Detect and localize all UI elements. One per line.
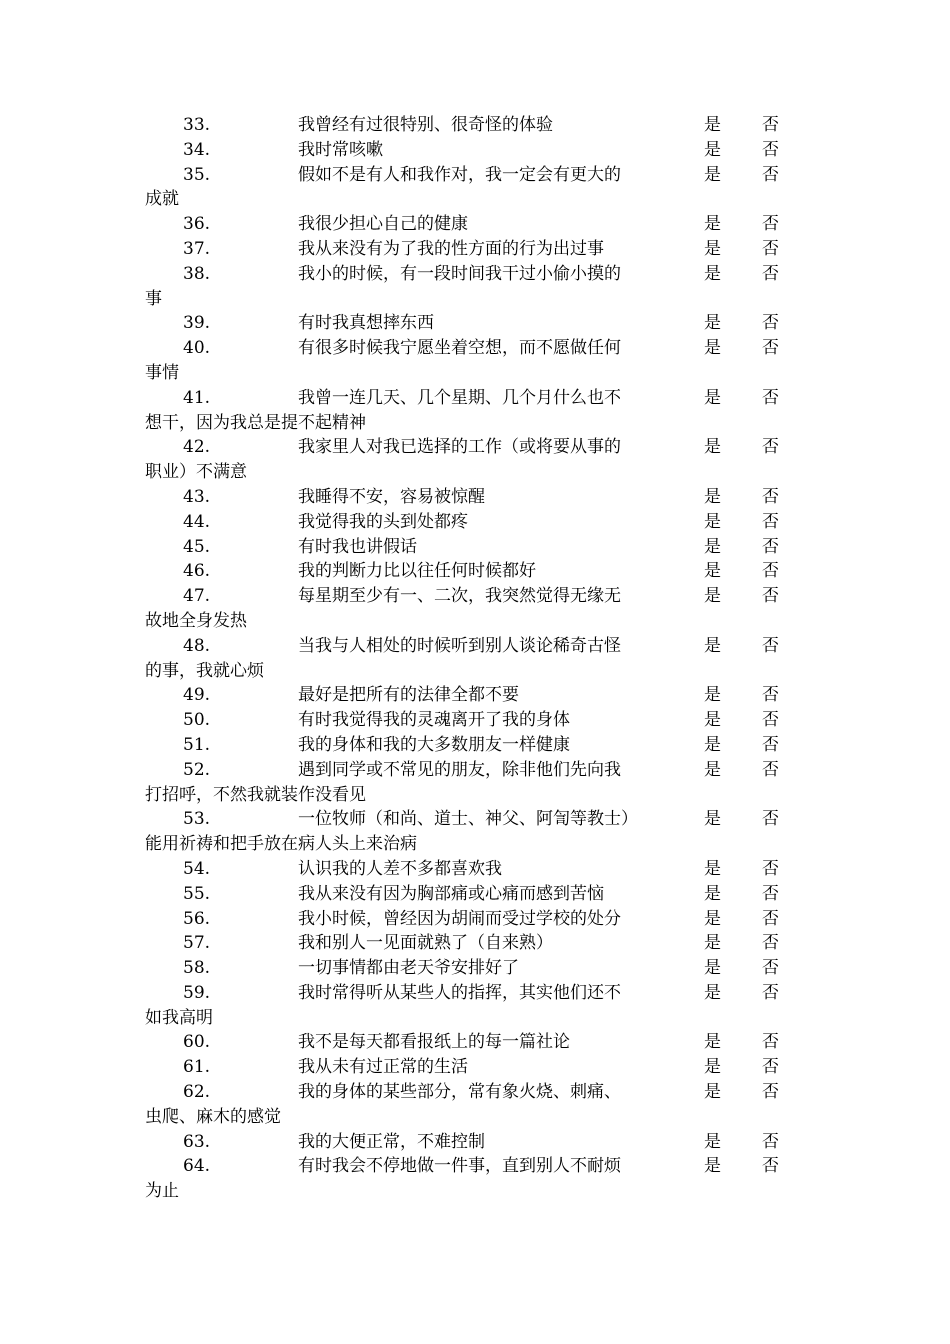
question-text: 一位牧师（和尚、道士、神父、阿訇等教士）	[298, 809, 638, 830]
question-line	[0, 485, 950, 510]
answer-yes-option[interactable]: 是	[704, 1082, 721, 1103]
question-number: 60.	[183, 1032, 211, 1053]
question-text: 我的判断力比以往任何时候都好	[298, 561, 536, 582]
answer-yes-option[interactable]: 是	[704, 958, 721, 979]
question-number: 36.	[183, 214, 211, 235]
answer-no-option[interactable]: 否	[762, 1082, 779, 1103]
answer-no-option[interactable]: 否	[762, 586, 779, 607]
question-item	[0, 1154, 950, 1204]
question-number: 45.	[183, 536, 211, 557]
answer-no-option[interactable]: 否	[762, 139, 779, 160]
question-line	[0, 113, 950, 138]
question-number: 40.	[183, 338, 211, 359]
answer-no-option[interactable]: 否	[762, 263, 779, 284]
question-text: 每星期至少有一、二次，我突然觉得无缘无	[298, 586, 621, 607]
question-text-continuation: 故地全身发热	[145, 610, 247, 631]
question-number: 33.	[183, 115, 211, 135]
answer-yes-option[interactable]: 是	[704, 115, 721, 135]
question-text: 我睡得不安，容易被惊醒	[298, 486, 485, 507]
question-text: 我的大便正常，不难控制	[298, 1131, 485, 1152]
question-item	[0, 733, 950, 758]
answer-yes-option[interactable]: 是	[704, 1032, 721, 1053]
answer-no-option[interactable]: 否	[762, 115, 779, 135]
question-text: 我家里人对我已选择的工作（或将要从事的	[298, 437, 621, 458]
answer-no-option[interactable]: 否	[762, 883, 779, 904]
question-line	[0, 559, 950, 584]
question-item	[0, 981, 950, 1031]
question-item	[0, 559, 950, 584]
answer-no-option[interactable]: 否	[762, 338, 779, 359]
question-line	[0, 535, 950, 560]
question-text: 我从来没有为了我的性方面的行为出过事	[298, 238, 604, 259]
question-item	[0, 386, 950, 436]
answer-yes-option[interactable]: 是	[704, 263, 721, 284]
question-item	[0, 907, 950, 932]
answer-yes-option[interactable]: 是	[704, 511, 721, 532]
answer-yes-option[interactable]: 是	[704, 635, 721, 656]
answer-no-option[interactable]: 否	[762, 982, 779, 1003]
question-item	[0, 683, 950, 708]
question-text: 我和别人一见面就熟了（自来熟）	[298, 933, 553, 954]
question-number: 41.	[183, 387, 211, 408]
answer-yes-option[interactable]: 是	[704, 734, 721, 755]
answer-yes-option[interactable]: 是	[704, 536, 721, 557]
question-number: 55.	[183, 883, 211, 904]
question-line	[0, 758, 950, 783]
question-text: 我小的时候，有一段时间我干过小偷小摸的	[298, 263, 621, 284]
question-item	[0, 882, 950, 907]
answer-no-option[interactable]: 否	[762, 933, 779, 954]
question-continuation-line	[0, 1006, 950, 1031]
question-number: 43.	[183, 486, 211, 507]
answer-yes-option[interactable]: 是	[704, 982, 721, 1003]
question-number: 64.	[183, 1156, 211, 1177]
answer-no-option[interactable]: 否	[762, 511, 779, 532]
question-text: 我曾一连几天、几个星期、几个月什么也不	[298, 387, 621, 408]
question-number: 35.	[183, 164, 211, 185]
question-line	[0, 237, 950, 262]
question-number: 56.	[183, 908, 211, 929]
question-text: 我很少担心自己的健康	[298, 214, 468, 235]
question-number: 49.	[183, 685, 211, 706]
question-line	[0, 336, 950, 361]
question-line	[0, 311, 950, 336]
question-line	[0, 435, 950, 460]
question-item	[0, 708, 950, 733]
answer-no-option[interactable]: 否	[762, 908, 779, 929]
question-text: 有时我也讲假话	[298, 536, 417, 557]
answer-yes-option[interactable]: 是	[704, 685, 721, 706]
answer-no-option[interactable]: 否	[762, 536, 779, 557]
answer-no-option[interactable]: 否	[762, 164, 779, 185]
answer-yes-option[interactable]: 是	[704, 1131, 721, 1152]
answer-yes-option[interactable]: 是	[704, 1156, 721, 1177]
answer-no-option[interactable]: 否	[762, 858, 779, 879]
answer-no-option[interactable]: 否	[762, 1057, 779, 1078]
question-text-continuation: 为止	[145, 1181, 179, 1202]
question-text: 当我与人相处的时候听到别人谈论稀奇古怪	[298, 635, 621, 656]
question-text: 我不是每天都看报纸上的每一篇社论	[298, 1032, 570, 1053]
answer-yes-option[interactable]: 是	[704, 710, 721, 731]
question-text: 我从来没有因为胸部痛或心痛而感到苦恼	[298, 883, 604, 904]
question-text: 我的身体的某些部分，常有象火烧、刺痛、	[298, 1082, 621, 1103]
answer-no-option[interactable]: 否	[762, 759, 779, 780]
answer-yes-option[interactable]: 是	[704, 313, 721, 334]
question-text: 有时我真想摔东西	[298, 313, 434, 334]
question-item	[0, 857, 950, 882]
question-number: 38.	[183, 263, 211, 284]
question-number: 57.	[183, 933, 211, 954]
answer-yes-option[interactable]: 是	[704, 486, 721, 507]
answer-yes-option[interactable]: 是	[704, 214, 721, 235]
question-item	[0, 336, 950, 386]
question-text: 遇到同学或不常见的朋友，除非他们先向我	[298, 759, 621, 780]
answer-yes-option[interactable]: 是	[704, 139, 721, 160]
question-line	[0, 733, 950, 758]
question-continuation-line	[0, 361, 950, 386]
question-item	[0, 956, 950, 981]
question-number: 52.	[183, 759, 211, 780]
question-text: 有很多时候我宁愿坐着空想，而不愿做任何	[298, 338, 621, 359]
answer-no-option[interactable]: 否	[762, 635, 779, 656]
question-continuation-line	[0, 832, 950, 857]
question-line	[0, 1130, 950, 1155]
answer-yes-option[interactable]: 是	[704, 387, 721, 408]
question-text-continuation: 成就	[145, 189, 179, 210]
answer-no-option[interactable]: 否	[762, 1131, 779, 1152]
question-continuation-line	[0, 460, 950, 485]
question-line	[0, 262, 950, 287]
answer-no-option[interactable]: 否	[762, 958, 779, 979]
question-item	[0, 1055, 950, 1080]
question-text: 我的身体和我的大多数朋友一样健康	[298, 734, 570, 755]
answer-no-option[interactable]: 否	[762, 313, 779, 334]
question-number: 54.	[183, 858, 211, 879]
answer-no-option[interactable]: 否	[762, 437, 779, 458]
question-text: 一切事情都由老天爷安排好了	[298, 958, 519, 979]
question-line	[0, 931, 950, 956]
question-continuation-line	[0, 783, 950, 808]
question-text: 我觉得我的头到处都疼	[298, 511, 468, 532]
question-line	[0, 708, 950, 733]
answer-yes-option[interactable]: 是	[704, 883, 721, 904]
question-number: 63.	[183, 1131, 211, 1152]
question-item	[0, 435, 950, 485]
answer-yes-option[interactable]: 是	[704, 809, 721, 830]
question-continuation-line	[0, 1105, 950, 1130]
question-item	[0, 311, 950, 336]
question-line	[0, 510, 950, 535]
question-line	[0, 981, 950, 1006]
answer-yes-option[interactable]: 是	[704, 759, 721, 780]
question-number: 51.	[183, 734, 211, 755]
question-number: 50.	[183, 710, 211, 731]
question-line	[0, 1154, 950, 1179]
answer-no-option[interactable]: 否	[762, 486, 779, 507]
question-text-continuation: 打招呼，不然我就装作没看见	[145, 784, 366, 805]
question-line	[0, 1055, 950, 1080]
question-text: 认识我的人差不多都喜欢我	[298, 858, 502, 879]
question-item	[0, 212, 950, 237]
answer-yes-option[interactable]: 是	[704, 561, 721, 582]
question-text-continuation: 能用祈祷和把手放在病人头上来治病	[145, 834, 417, 855]
question-continuation-line	[0, 659, 950, 684]
question-number: 48.	[183, 635, 211, 656]
question-number: 59.	[183, 982, 211, 1003]
question-line	[0, 386, 950, 411]
question-text-continuation: 的事，我就心烦	[145, 660, 264, 681]
answer-no-option[interactable]: 否	[762, 387, 779, 408]
question-item	[0, 163, 950, 213]
answer-yes-option[interactable]: 是	[704, 908, 721, 929]
answer-no-option[interactable]: 否	[762, 1032, 779, 1053]
question-line	[0, 882, 950, 907]
question-text: 我时常得听从某些人的指挥，其实他们还不	[298, 982, 621, 1003]
question-item	[0, 758, 950, 808]
question-number: 44.	[183, 511, 211, 532]
question-text: 我从未有过正常的生活	[298, 1057, 468, 1078]
answer-yes-option[interactable]: 是	[704, 1057, 721, 1078]
question-continuation-line	[0, 411, 950, 436]
answer-no-option[interactable]: 否	[762, 710, 779, 731]
question-line	[0, 634, 950, 659]
question-text-continuation: 想干，因为我总是提不起精神	[145, 412, 366, 433]
answer-no-option[interactable]: 否	[762, 238, 779, 259]
question-number: 42.	[183, 437, 211, 458]
question-item	[0, 262, 950, 312]
question-line	[0, 584, 950, 609]
answer-yes-option[interactable]: 是	[704, 858, 721, 879]
answer-yes-option[interactable]: 是	[704, 586, 721, 607]
question-text: 最好是把所有的法律全都不要	[298, 685, 519, 706]
question-text-continuation: 虫爬、麻木的感觉	[145, 1106, 281, 1127]
question-text: 有时我觉得我的灵魂离开了我的身体	[298, 710, 570, 731]
question-line	[0, 907, 950, 932]
question-item	[0, 535, 950, 560]
question-item	[0, 931, 950, 956]
question-item	[0, 237, 950, 262]
answer-yes-option[interactable]: 是	[704, 338, 721, 359]
answer-no-option[interactable]: 否	[762, 561, 779, 582]
answer-yes-option[interactable]: 是	[704, 164, 721, 185]
question-number: 46.	[183, 561, 211, 582]
answer-no-option[interactable]: 否	[762, 809, 779, 830]
question-line	[0, 212, 950, 237]
question-number: 34.	[183, 139, 211, 160]
question-item	[0, 1030, 950, 1055]
question-text-continuation: 事情	[145, 362, 179, 383]
question-number: 58.	[183, 958, 211, 979]
question-text-continuation: 事	[145, 288, 162, 309]
question-continuation-line	[0, 609, 950, 634]
question-number: 37.	[183, 238, 211, 259]
answer-no-option[interactable]: 否	[762, 685, 779, 706]
question-item	[0, 485, 950, 510]
question-line	[0, 1080, 950, 1105]
question-item	[0, 1130, 950, 1155]
answer-yes-option[interactable]: 是	[704, 437, 721, 458]
question-continuation-line	[0, 287, 950, 312]
question-item	[0, 807, 950, 857]
question-continuation-line	[0, 1179, 950, 1204]
question-text-continuation: 职业）不满意	[145, 462, 247, 483]
question-number: 61.	[183, 1057, 211, 1078]
question-number: 62.	[183, 1082, 211, 1103]
question-text: 假如不是有人和我作对，我一定会有更大的	[298, 164, 621, 185]
question-item	[0, 634, 950, 684]
question-continuation-line	[0, 187, 950, 212]
question-line	[0, 683, 950, 708]
question-item	[0, 584, 950, 634]
question-line	[0, 857, 950, 882]
answer-no-option[interactable]: 否	[762, 734, 779, 755]
answer-no-option[interactable]: 否	[762, 214, 779, 235]
questionnaire	[0, 113, 950, 1204]
question-number: 39.	[183, 313, 211, 334]
question-item	[0, 510, 950, 535]
answer-no-option[interactable]: 否	[762, 1156, 779, 1177]
question-line	[0, 163, 950, 188]
question-item	[0, 113, 950, 138]
question-text: 我小时候，曾经因为胡闹而受过学校的处分	[298, 908, 621, 929]
question-text-continuation: 如我高明	[145, 1007, 213, 1028]
question-line	[0, 956, 950, 981]
question-line	[0, 1030, 950, 1055]
question-text: 有时我会不停地做一件事，直到别人不耐烦	[298, 1156, 621, 1177]
question-item	[0, 138, 950, 163]
question-number: 53.	[183, 809, 211, 830]
question-number: 47.	[183, 586, 211, 607]
answer-yes-option[interactable]: 是	[704, 238, 721, 259]
question-line	[0, 138, 950, 163]
question-text: 我时常咳嗽	[298, 139, 383, 160]
question-text: 我曾经有过很特别、很奇怪的体验	[298, 115, 553, 135]
question-line	[0, 807, 950, 832]
question-item	[0, 1080, 950, 1130]
answer-yes-option[interactable]: 是	[704, 933, 721, 954]
